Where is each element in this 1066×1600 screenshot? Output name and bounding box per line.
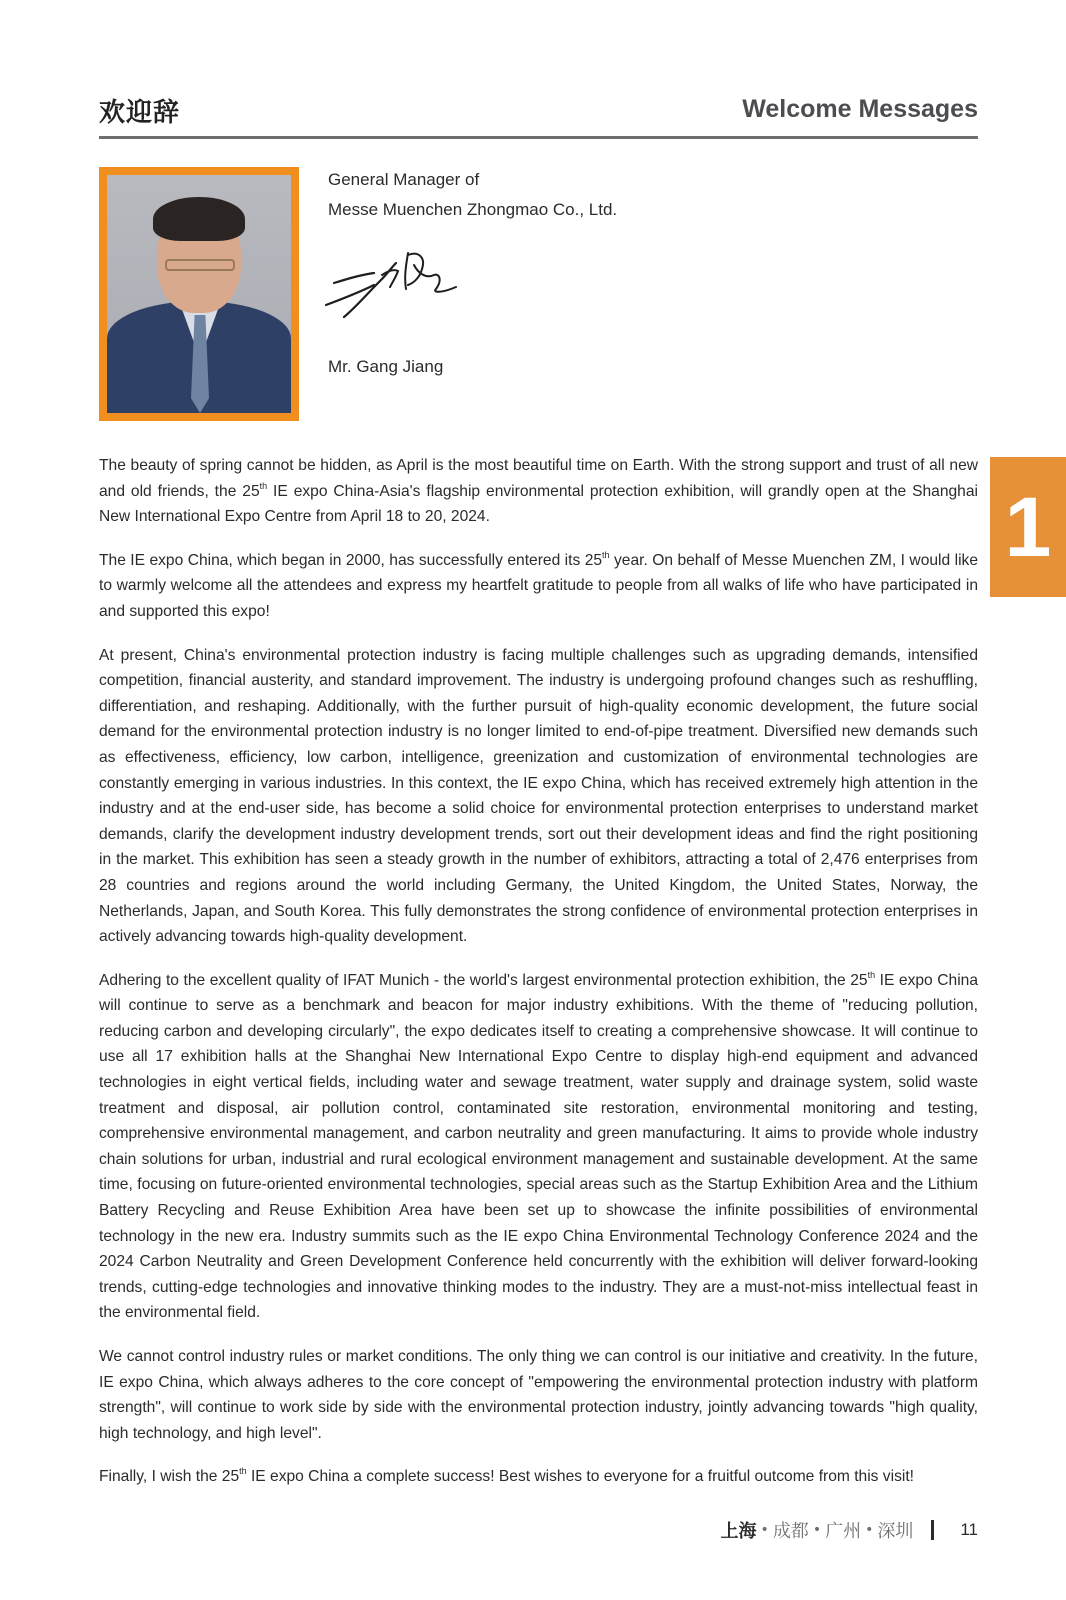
footer-separator (931, 1520, 934, 1540)
page-footer (721, 1517, 978, 1543)
paragraph-6-text: Finally, I wish the 25 (99, 1468, 240, 1486)
portrait-image (107, 175, 291, 413)
paragraph-4 (99, 968, 978, 1326)
footer-dot: • (760, 1522, 769, 1538)
paragraph-3: At present, China's environmental protection industry is facing multiple challenges such as upgrading demands, intensified competition, financial austerity, and standard improvement. The industry is undergoing profound changes such as reshuffling, differentiation, and reshaping. Additionally, with the further pursuit of high-quality economic development, the future social demand for the environmental protection industry is no longer limited to end-of-pipe treatment. Diversified new demands such as effectiveness, efficiency, low carbon, intelligence, greenization and customization of environmental technologies are constantly emerging in various industries. In this context, the IE expo China, which has received extremely high attention in the industry and at the end-user side, has become a solid choice for environmental protection enterprises to understand market demands, clarify the development industry development trends, sort out their development ideas and find the right positioning in the market. This exhibition has seen a steady growth in the number of exhibitors, attracting a total of 2,476 enterprises from 28 countries and regions around the world including Germany, the United Kingdom, the United States, Norway, the Netherlands, Japan, and South Korea. This fully demonstrates the strong confidence of environmental protection enterprises in actively advancing towards high-quality development. (99, 646, 978, 946)
paragraph-4-text-cont: IE expo China will continue to serve as a benchmark and beacon for major industry exhibitions. With the theme of "reducing pollution, reducing carbon and developing circularly", the expo dedicates itself to creating a comprehensive showcase. It will continue to use all 17 exhibition halls at the Shanghai New International Expo Centre to display high-end equipment and advanced technologies in eight vertical fields, including water and sewage treatment, water supply and drainage system, solid waste treatment and disposal, air pollution control, contaminated site restoration, environmental monitoring and testing, comprehensive environmental management, and carbon neutrality and green manufacturing. It aims to provide whole industry chain solutions for urban, industrial and rural ecological environment management and sustainable development. At the same time, focusing on future-oriented environmental technologies, special areas such as the Startup Exhibition Area and the Lithium Battery Recycling and Reuse Exhibition Area have been set up to showcase the infinite possibilities of environmental technology in the new era. Industry summits such as the IE expo China Environmental Technology Conference 2024 and the 2024 Carbon Neutrality and Green Development Conference held concurrently with the exhibition will deliver forward-looking trends, cutting-edge technologies and innovative thinking modes to the industry. They are a must-not-miss intellectual feast in the environmental field. (99, 971, 978, 1322)
signature (322, 245, 472, 325)
ordinal-suffix: th (602, 549, 610, 560)
speaker-name: Mr. Gang Jiang (328, 357, 444, 376)
speaker-company: Messe Muenchen Zhongmao Co., Ltd. (328, 200, 618, 219)
paragraph-1-text: The beauty of spring cannot be hidden, as April is the most beautiful time on Earth. With the strong support and trust of all new and old friends, the 25 (99, 457, 978, 500)
paragraph-2-text: The IE expo China, which began in 2000, has successfully entered its 25 (99, 551, 603, 569)
ordinal-suffix: th (259, 480, 268, 491)
paragraph-1 (99, 453, 978, 530)
footer-dot: • (865, 1522, 874, 1538)
ordinal-suffix: th (867, 969, 876, 980)
footer-city-shanghai: 上海 (720, 1521, 757, 1542)
section-tab: 1 (990, 457, 1066, 597)
header-title-english: Welcome Messages (742, 95, 978, 123)
footer-city-shenzhen: 深圳 (877, 1521, 914, 1542)
paragraph-2 (99, 548, 978, 625)
speaker-role (328, 165, 617, 225)
paragraph-5: We cannot control industry rules or market conditions. The only thing we can control is our initiative and creativity. In the future, IE expo China, which always adheres to the core concept of "empowering the environmental protection industry with platform strength", will continue to work side by side with the environmental protection industry, jointly advancing towards "high quality, high technology, and high level". (99, 1348, 978, 1442)
ordinal-suffix: th (239, 1466, 247, 1477)
footer-city-chengdu: 成都 (772, 1521, 809, 1542)
speaker-role-line1: General Manager of (328, 170, 480, 189)
portrait-glasses (165, 259, 235, 271)
paragraph-4-text: Adhering to the excellent quality of IFAT Munich - the world's largest environmental protection exhibition, the 25 (99, 971, 868, 989)
paragraph-6 (99, 1464, 978, 1490)
header-title-chinese: 欢迎辞 (99, 98, 181, 128)
paragraph-6-text-cont: IE expo China a complete success! Best wishes to everyone for a fruitful outcome from this visit! (246, 1468, 914, 1486)
footer-dot: • (812, 1522, 822, 1538)
header-divider (99, 136, 978, 139)
message-body (99, 453, 978, 1508)
footer-city-guangzhou: 广州 (825, 1521, 862, 1542)
speaker-portrait (99, 167, 299, 421)
paragraph-2-text-cont: year. On behalf of Messe Muenchen ZM, I would like to warmly welcome all the attendees and express my heartfelt gratitude to people from all walks of life who have participated in and supported this expo! (99, 551, 979, 620)
page-number: 11 (960, 1520, 978, 1539)
paragraph-1-text-cont: IE expo China-Asia's flagship environmental protection exhibition, will grandly open at the Shanghai New International Expo Centre from April 18 to 20, 2024. (99, 482, 978, 526)
portrait-hair (153, 197, 245, 241)
